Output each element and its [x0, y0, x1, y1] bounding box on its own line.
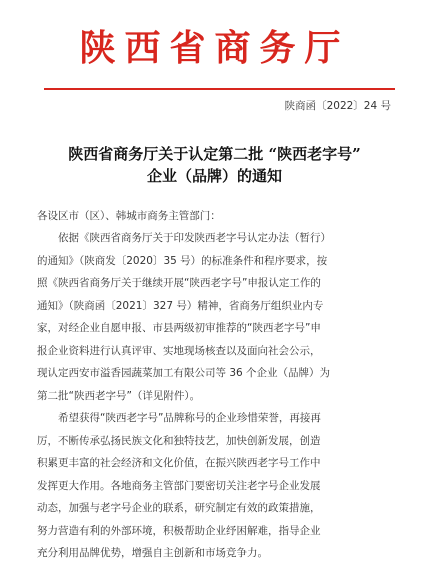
paragraph-line: 努力营造有利的外部环境，积极帮助企业纾困解难，指导企业 — [37, 524, 321, 537]
paragraph-line: 希望获得“陕西老字号”品牌称号的企业珍惜荣誉，再接再 — [58, 412, 321, 424]
paragraph-line: 第二批“陕西老字号”（详见附件）。 — [37, 389, 201, 402]
paragraph-2 — [37, 407, 388, 565]
paragraph-1 — [37, 227, 388, 407]
paragraph-line: 动态，加强与老字号企业的联系，研究制定有效的政策措施， — [37, 502, 321, 514]
paragraph-line: 通知》（陕商函〔2021〕327 号）精神，省商务厅组织业内专 — [37, 299, 324, 312]
title-line-1: 陕西省商务厅关于认定第二批 “陕西老字号” — [68, 145, 361, 163]
title-line-2: 企业（品牌）的通知 — [146, 167, 282, 185]
paragraph-line: 照《陕西省商务厅关于继续开展“陕西老字号”申报认定工作的 — [37, 277, 321, 289]
letterhead-red-rule — [44, 88, 395, 90]
paragraph-line: 充分利用品牌优势，增强自主创新和市场竞争力。 — [37, 547, 268, 559]
paragraph-line: 家，对经企业自愿申报、市县两级初审推荐的“陕西老字号”申 — [37, 322, 321, 334]
paragraph-line: 现认定西安市溢香园蔬菜加工有限公司等 36 个企业（品牌）为 — [37, 367, 331, 379]
letterhead-org-name: 陕西省商务厅 — [79, 27, 350, 69]
salutation: 各设区市（区）、韩城市商务主管部门： — [37, 210, 221, 222]
document-number: 陕商函〔2022〕24 号 — [284, 100, 391, 112]
paragraph-line: 厉，不断传承弘扬民族文化和独特技艺，加快创新发展，创造 — [37, 434, 321, 447]
document-title — [30, 143, 399, 187]
paragraph-line: 的通知》（陕商发〔2020〕35 号）的标准条件和程序要求，按 — [37, 254, 328, 267]
document-body — [37, 205, 388, 565]
paragraph-line: 积累更丰富的社会经济和文化价值，在振兴陕西老字号工作中 — [37, 457, 321, 469]
paragraph-line: 报企业资料进行认真评审、实地现场核查以及面向社会公示， — [37, 344, 321, 357]
paragraph-line: 发挥更大作用。各地商务主管部门要密切关注老字号企业发展 — [37, 479, 321, 492]
paragraph-line: 依据《陕西省商务厅关于印发陕西老字号认定办法（暂行） — [58, 232, 331, 244]
